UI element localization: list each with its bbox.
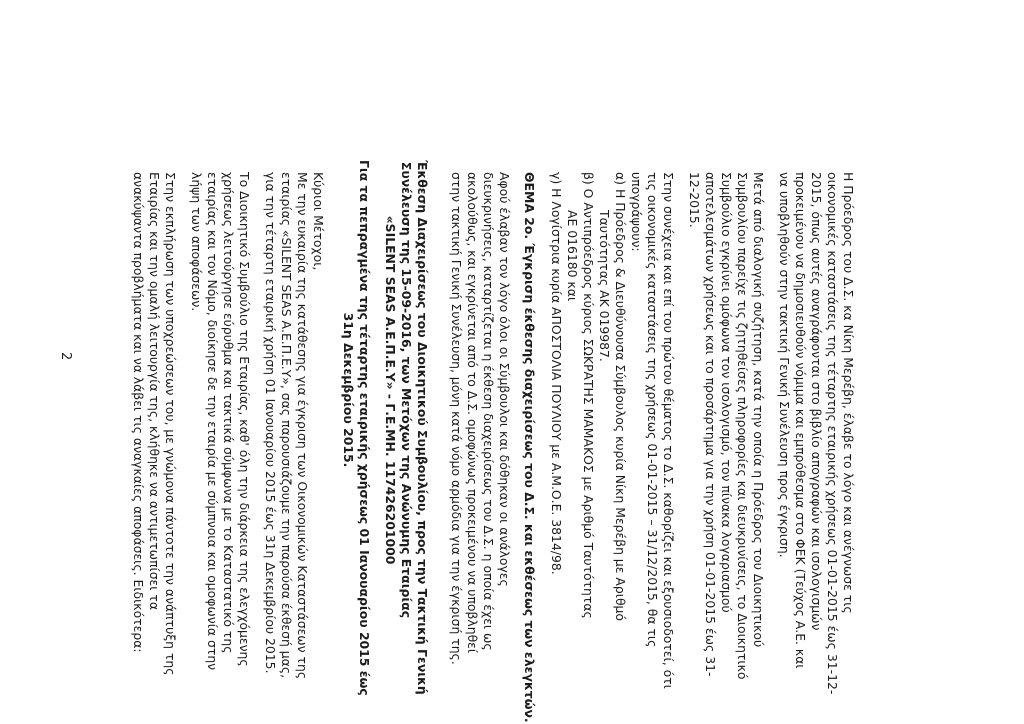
report-title-line: Συνέλευση της 15-09-2016, των Μετόχων της Ανώνυμης Εταιρίας xyxy=(399,161,414,619)
report-title-line: 31η Δεκεμβρίου 2015. xyxy=(341,312,356,468)
topic-2-heading: ΘΕΜΑ 2ο. Έγκριση έκθεσης διαχειρίσεως του Δ.Σ. και εκθέσεως των ελεγκτών. xyxy=(522,172,537,723)
paragraph-1-line: να υποβληθούν στην τακτική Γενική Συνέλευση προς έγκριση. xyxy=(777,172,792,558)
report-title-line: Για τα πεπραγμένα της τέταρτης εταιρικής χρήσεως 01 Ιανουαρίου 2015 έως xyxy=(357,160,372,696)
paragraph-7-line: ανακύψαντα προβλήματα και να λάβει τις αναγκαίες αποφάσεις. Ειδικότερα: xyxy=(131,172,146,653)
paragraph-4-line: Αφού έλαβαν τον λόγο όλοι οι Σύμβουλοι και δόθηκαν οι ανάλογες xyxy=(497,172,512,587)
paragraph-5-line: εταιρίας «SILENT SEAS Α.Ε.Π.Ε.Υ», σας παρουσιάζουμε την παρούσα έκθεσή μας, xyxy=(279,172,294,679)
signer-line: γ) Η Λογίστρια κυρία ΑΠΟΣΤΟΛΙΑ ΠΟΥΛΙΟΥ με Α.Μ.Ο.Ε. 3814/98. xyxy=(549,172,564,575)
paragraph-6-line: εταιρίας και τον Νόμο, διοίκησε δε την εταιρία με σύμπνοια και ομοφωνία στην xyxy=(205,172,220,671)
paragraph-3-line: Στην συνέχεια και επί του πρώτου θέματος το Δ.Σ. καθορίζει και εξουσιοδοτεί, ότι xyxy=(661,172,676,689)
salutation: Κύριοι Μέτοχοι, xyxy=(311,172,326,271)
paragraph-2-line: Συμβουλίου παρείχε τις ζητηθείσες πληροφορίες και διευκρινίσεις, το Διοικητικό xyxy=(735,172,750,680)
paragraph-4-line: ακολούθως, και εγκρίνεται από το Δ.Σ. ομοφώνως προκειμένου να υποβληθεί xyxy=(465,172,480,654)
paragraph-5-line: Με την ευκαιρία της κατάθεσης για έγκριση των Οικονομικών Καταστάσεων της xyxy=(295,172,310,680)
signer-line: β) Ο Αντιπρόεδρος κύριος ΣΩΚΡΑΤΗΣ ΜΑΜΑΚΟΣ με Αριθμό Ταυτότητας xyxy=(581,172,596,619)
paragraph-4-line: στην τακτική Γενική Συνέλευση, μόνη κατά νόμο αρμόδια για την έγκρισή της. xyxy=(449,172,464,665)
paragraph-6-line: λήψη των αποφάσεων. xyxy=(189,172,204,312)
paragraph-2-line: αποτελεσμάτων χρήσεως και το προσάρτημα για την χρήση 01-01-2015 έως 31- xyxy=(703,172,718,677)
paragraph-2-line: 12-2015. xyxy=(687,172,702,228)
paragraph-5-line: για την τέταρτη εταιρική χρήση 01 Ιανουαρίου 2015 έως 31η Δεκεμβρίου 2015. xyxy=(263,172,278,674)
paragraph-4-line: διευκρινήσεις, καταρτίζεται η έκθεση διαχειρίσεως του Δ.Σ. η οποία έχει ως xyxy=(481,172,496,651)
paragraph-1-line: 2015, όπως αυτές αναγράφονται στο βιβλίο απογραφών και ισολογισμών xyxy=(809,172,824,631)
signer-line: Ταυτότητας ΑΚ 019987. xyxy=(597,210,612,362)
paragraph-1-line: Η Πρόεδρος του Δ.Σ. κα Νίκη Μερέβη, έλαβε το λόγο και ανέγνωσε τις xyxy=(841,172,856,614)
report-title-line: Έκθεση Διαχειρίσεως του Διοικητικού Συμβουλίου, προς την Τακτική Γενική xyxy=(415,160,430,695)
paragraph-3-line: υπογράψουν: xyxy=(629,172,644,252)
paragraph-1-line: προκειμένου να δημοσιευθούν νόμιμα και εμπρόθεσμα στο ΦΕΚ (Τεύχος Α.Ε. και xyxy=(793,172,808,669)
paragraph-7-line: Εταιρίας και την ομαλή λειτουργία της, κλήθηκε να αντιμετωπίσει τα xyxy=(147,172,162,611)
report-title-line: «SILENT SEAS Α.Ε.Π.Ε.Υ» - Γ.Ε.ΜΗ. 117426201000 xyxy=(383,215,398,565)
paragraph-3-line: τις οικονομικές καταστάσεις της χρήσεως 01-01-2015 – 31/12/2015, θα τις xyxy=(645,172,660,648)
paragraph-6-line: Το Διοικητικό Συμβούλιο της Εταιρίας, καθ' όλη την διάρκεια της ελεγχόμενης xyxy=(237,172,252,667)
paragraph-6-line: χρήσεως λειτούργησε εύρυθμα και τακτικά σύμφωνα με το Καταστατικό της xyxy=(221,172,236,654)
paragraph-2-line: Συμβούλιο εγκρίνει ομόφωνα τον ισολογισμό, τον πίνακα λογαριασμού xyxy=(719,172,734,613)
paragraph-1-line: οικονομικές καταστάσεις της τέταρτης εταιρικής χρήσεως 01-01-2015 έως 31-12- xyxy=(825,172,840,695)
paragraph-2-line: Μετά από διαλογική συζήτηση, κατά την οποία η Πρόεδρος του Διοικητικού xyxy=(751,172,766,648)
signer-line: α) Η Πρόεδρος & Διευθύνουσα Σύμβουλος κυρία Νίκη Μερέβη με Αριθμό xyxy=(613,172,628,622)
paragraph-7-line: Στην εκπλήρωση των υποχρεώσεων του, με γνώμονα πάντοτε την ανάπτυξη της xyxy=(163,172,178,676)
page-number: 2 xyxy=(58,352,73,361)
signer-line: ΑΕ 016180 και xyxy=(565,210,580,302)
